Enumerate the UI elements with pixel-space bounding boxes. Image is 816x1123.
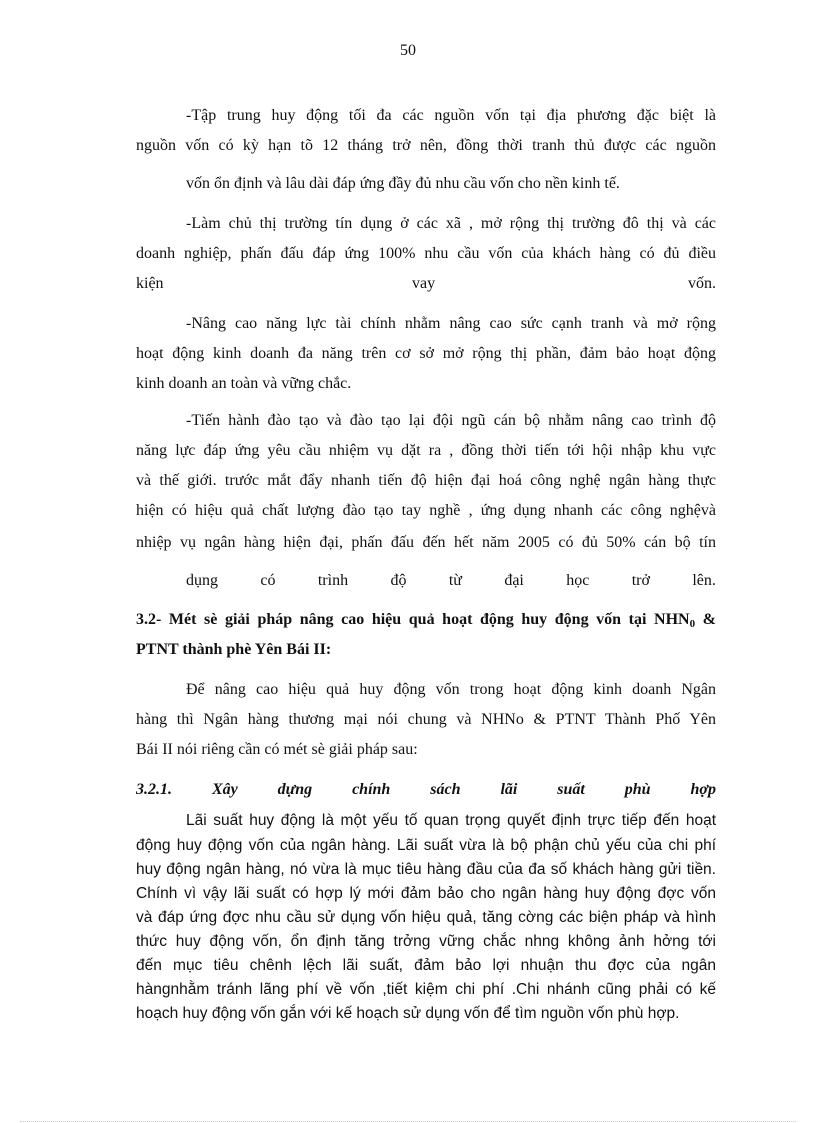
word: dựng: [277, 781, 313, 798]
paragraph-4-line-2: năng lực đáp ứng yêu cầu nhiệm vụ dặt ra , đồng thời tiến tới hội nhập khu vực: [136, 442, 716, 459]
word: có: [260, 572, 276, 589]
paragraph-5-line-1: Để nâng cao hiệu quả huy động vốn trong hoạt động kinh doanh Ngân: [186, 681, 716, 698]
paragraph-6-line-6: thức huy động vốn, ổn định tăng trởng vững chắc nhng không ảnh hởng tới: [136, 933, 716, 950]
section-heading-line-1: [136, 610, 716, 634]
heading-text: 3.2- Mét sè giải pháp nâng cao hiệu quả hoạt động huy động vốn tại NHN: [136, 611, 690, 628]
paragraph-3-line-3: kinh doanh an toàn và vững chắc.: [136, 375, 352, 392]
paragraph-4-line-5: nhiệp vụ ngân hàng hiện đại, phấn đấu đến hết năm 2005 có đủ 50% cán bộ tín: [136, 534, 716, 551]
word: 3.2.1.: [136, 781, 172, 798]
word: dụng: [186, 572, 218, 589]
paragraph-2-line-2: doanh nghiệp, phấn đấu đáp ứng 100% nhu cầu vốn của khách hàng có đủ điều: [136, 245, 716, 262]
paragraph-5-line-3: Bái II nói riêng cần có mét sè giải pháp sau:: [136, 741, 418, 758]
paragraph-6-line-3: huy động ngân hàng, nó vừa là mục tiêu hàng đầu của đa số khách hàng gửi tiền.: [136, 861, 716, 878]
word: hợp: [690, 781, 716, 798]
heading-ampersand: &: [695, 611, 717, 628]
paragraph-5-line-2: hàng thì Ngân hàng thương mại nói chung và NHNo & PTNT Thành Phố Yên: [136, 711, 716, 728]
heading-subscript: 0: [689, 618, 696, 630]
page-number: 50: [400, 42, 416, 59]
paragraph-4-line-4: hiện có hiệu quả chất lượng đào tạo tay nghề , ứng dụng nhanh các công nghệvà: [136, 502, 716, 519]
word: từ: [448, 572, 462, 589]
word: đại: [504, 572, 524, 589]
paragraph-3-line-2: hoạt động kinh doanh đa năng trên cơ sở mở rộng thị phần, đảm bảo hoạt động: [136, 345, 716, 362]
word: suất: [557, 781, 585, 798]
word: Xây: [211, 781, 238, 798]
word: độ: [390, 572, 407, 589]
word: phù: [624, 781, 651, 798]
word: vay: [412, 275, 436, 292]
word: sách: [430, 781, 461, 798]
word: lên.: [692, 572, 716, 589]
word: học: [566, 572, 590, 589]
paragraph-1-line-3: vốn ổn định và lâu dài đáp ứng đầy đủ nhu cầu vốn cho nền kinh tế.: [186, 175, 620, 192]
paragraph-6-line-7: đến mục tiêu chênh lệch lãi suất, đảm bảo lợi nhuận thu đợc của ngân: [136, 957, 716, 974]
paragraph-4-line-3: và thế giới. trước mắt đẩy nhanh tiến độ hiện đại hoá công nghệ ngân hàng thực: [136, 472, 716, 489]
paragraph-6-line-8: hàngnhằm tránh lãng phí về vốn ,tiết kiệm chi phí .Chi nhánh cũng phải có kế: [136, 981, 716, 998]
word: kiện: [136, 275, 164, 292]
paragraph-6-line-4: Chính vì vậy lãi suất có hợp lý mới đảm bảo cho ngân hàng huy động đợc vốn: [136, 885, 716, 902]
paragraph-6-line-2: động huy động vốn của ngân hàng. Lãi suất vừa là bộ phận chủ yếu của chi phí: [136, 837, 716, 854]
paragraph-6-line-9: hoạch huy động vốn gắn với kế hoạch sử dụng vốn để tìm nguồn vốn phù hợp.: [136, 1005, 680, 1022]
word: trở: [631, 572, 650, 589]
word: vốn.: [688, 275, 716, 292]
paragraph-4-line-6: [186, 571, 716, 591]
word: trình: [317, 572, 349, 589]
paragraph-4-line-1: -Tiến hành đào tạo và đào tạo lại đội ngũ cán bộ nhằm nâng cao trình độ: [186, 412, 716, 429]
paragraph-6-line-1: Lãi suất huy động là một yếu tố quan trọng quyết định trực tiếp đến hoạt: [186, 812, 716, 829]
paragraph-1-line-2: nguồn vốn có kỳ hạn tõ 12 tháng trở nên, đồng thời tranh thủ được các nguồn: [136, 137, 716, 154]
paragraph-3-line-1: -Nâng cao năng lực tài chính nhằm nâng cao sức cạnh tranh và mở rộng: [186, 315, 716, 332]
word: chính: [352, 781, 391, 798]
page-bottom-divider: [20, 1121, 796, 1122]
word: lãi: [500, 781, 518, 798]
paragraph-1-line-1: -Tập trung huy động tối đa các nguồn vốn tại địa phương đặc biệt là: [186, 107, 716, 124]
paragraph-6-line-5: và đáp ứng đợc nhu cầu sử dụng vốn hiệu quả, tăng cờng các biện pháp và hình: [136, 909, 716, 926]
section-heading-line-2: PTNT thành phè Yên Bái II:: [136, 641, 332, 658]
subsection-heading: [136, 780, 716, 800]
paragraph-2-line-1: -Làm chủ thị trường tín dụng ở các xã , mở rộng thị trường đô thị và các: [186, 215, 716, 232]
